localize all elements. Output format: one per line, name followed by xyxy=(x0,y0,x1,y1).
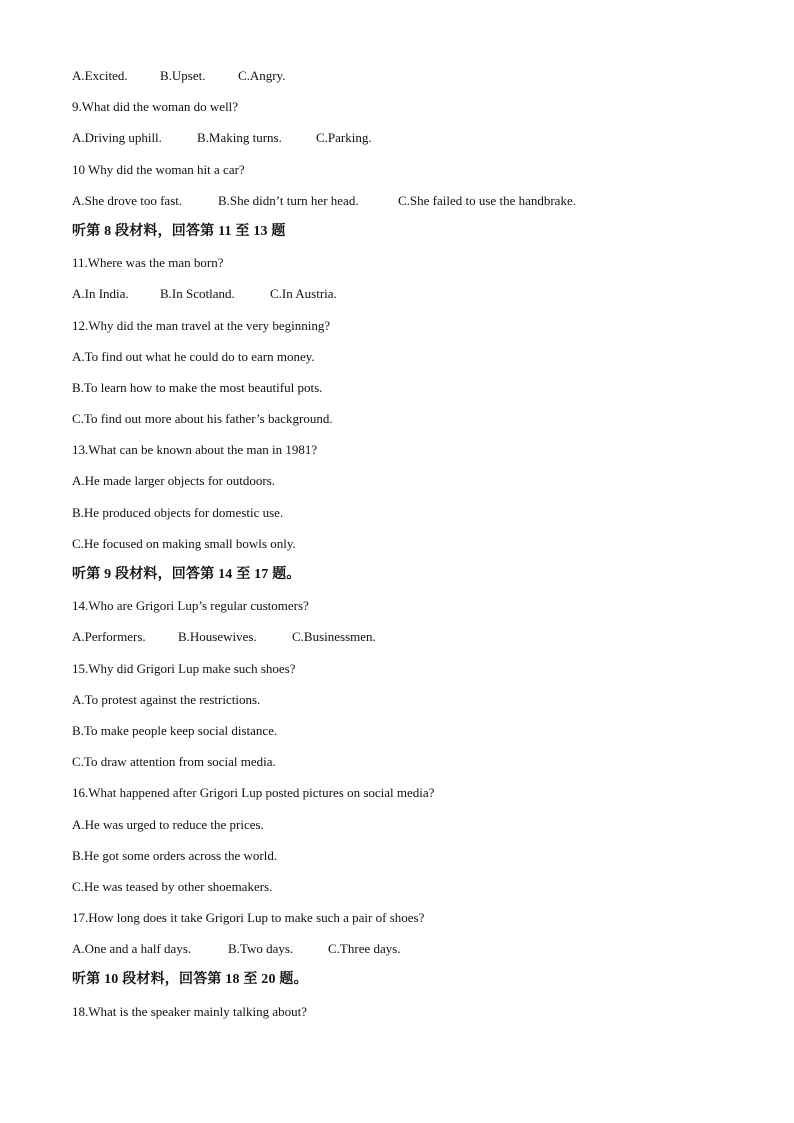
q10-option-b: B.She didn’t turn her head. xyxy=(218,192,359,208)
q11-option-c: C.In Austria. xyxy=(270,286,337,302)
q12-option-c: C.To find out more about his father’s background. xyxy=(72,411,333,427)
q8-option-b: B.Upset. xyxy=(160,68,206,83)
q16-question: 16.What happened after Grigori Lup posted pictures on social media? xyxy=(72,785,435,801)
section-8-heading: 听第 8 段材料，回答第 11 至 13 题 xyxy=(72,223,286,239)
q10-option-c: C.She failed to use the handbrake. xyxy=(398,192,576,208)
q9-option-a: A.Driving uphill. xyxy=(72,130,162,146)
q14-option-a: A.Performers. xyxy=(72,629,146,645)
q17-option-b: B.Two days. xyxy=(228,941,294,957)
q8-options xyxy=(72,66,752,97)
q11-options xyxy=(72,284,752,315)
q14-option-b: B.Housewives. xyxy=(178,629,257,645)
q9-options xyxy=(72,128,752,159)
q17-option-c: C.Three days. xyxy=(328,941,401,957)
q10-question: 10 Why did the woman hit a car? xyxy=(72,161,245,177)
q16-option-c: C.He was teased by other shoemakers. xyxy=(72,878,273,894)
q13-question: 13.What can be known about the man in 1981? xyxy=(72,442,318,458)
q13-option-b: B.He produced objects for domestic use. xyxy=(72,504,284,520)
q11-question: 11.Where was the man born? xyxy=(72,255,224,271)
q15-option-a: A.To protest against the restrictions. xyxy=(72,691,261,707)
q14-question: 14.Who are Grigori Lup’s regular customers? xyxy=(72,598,309,614)
exam-page xyxy=(72,66,752,1033)
q15-option-b: B.To make people keep social distance. xyxy=(72,722,278,738)
q18-question: 18.What is the speaker mainly talking about? xyxy=(72,1003,308,1019)
q10-option-a: A.She drove too fast. xyxy=(72,192,183,208)
q11-option-b: B.In Scotland. xyxy=(160,286,235,302)
q12-question: 12.Why did the man travel at the very beginning? xyxy=(72,317,331,333)
q12-option-a: A.To find out what he could do to earn money. xyxy=(72,348,315,364)
q11-option-a: A.In India. xyxy=(72,286,129,302)
section-9-heading: 听第 9 段材料，回答第 14 至 17 题。 xyxy=(72,567,301,582)
q15-option-c: C.To draw attention from social media. xyxy=(72,754,276,770)
q14-option-c: C.Businessmen. xyxy=(292,629,376,645)
q13-option-a: A.He made larger objects for outdoors. xyxy=(72,473,276,489)
q15-question: 15.Why did Grigori Lup make such shoes? xyxy=(72,660,296,676)
section-10-heading: 听第 10 段材料，回答第 18 至 20 题。 xyxy=(72,972,308,988)
q13-option-c: C.He focused on making small bowls only. xyxy=(72,535,296,551)
q9-option-b: B.Making turns. xyxy=(197,130,282,146)
q16-option-b: B.He got some orders across the world. xyxy=(72,847,278,863)
q9-question: 9.What did the woman do well? xyxy=(72,99,239,115)
q8-option-a: A.Excited. xyxy=(72,68,128,83)
q10-options xyxy=(72,191,752,222)
q12-option-b: B.To learn how to make the most beautiful pots. xyxy=(72,379,323,395)
q16-option-a: A.He was urged to reduce the prices. xyxy=(72,816,264,832)
q9-option-c: C.Parking. xyxy=(316,130,372,146)
q8-option-c: C.Angry. xyxy=(238,68,286,83)
q17-option-a: A.One and a half days. xyxy=(72,941,192,957)
q17-options xyxy=(72,939,752,970)
q17-question: 17.How long does it take Grigori Lup to make such a pair of shoes? xyxy=(72,910,425,926)
q14-options xyxy=(72,627,752,658)
